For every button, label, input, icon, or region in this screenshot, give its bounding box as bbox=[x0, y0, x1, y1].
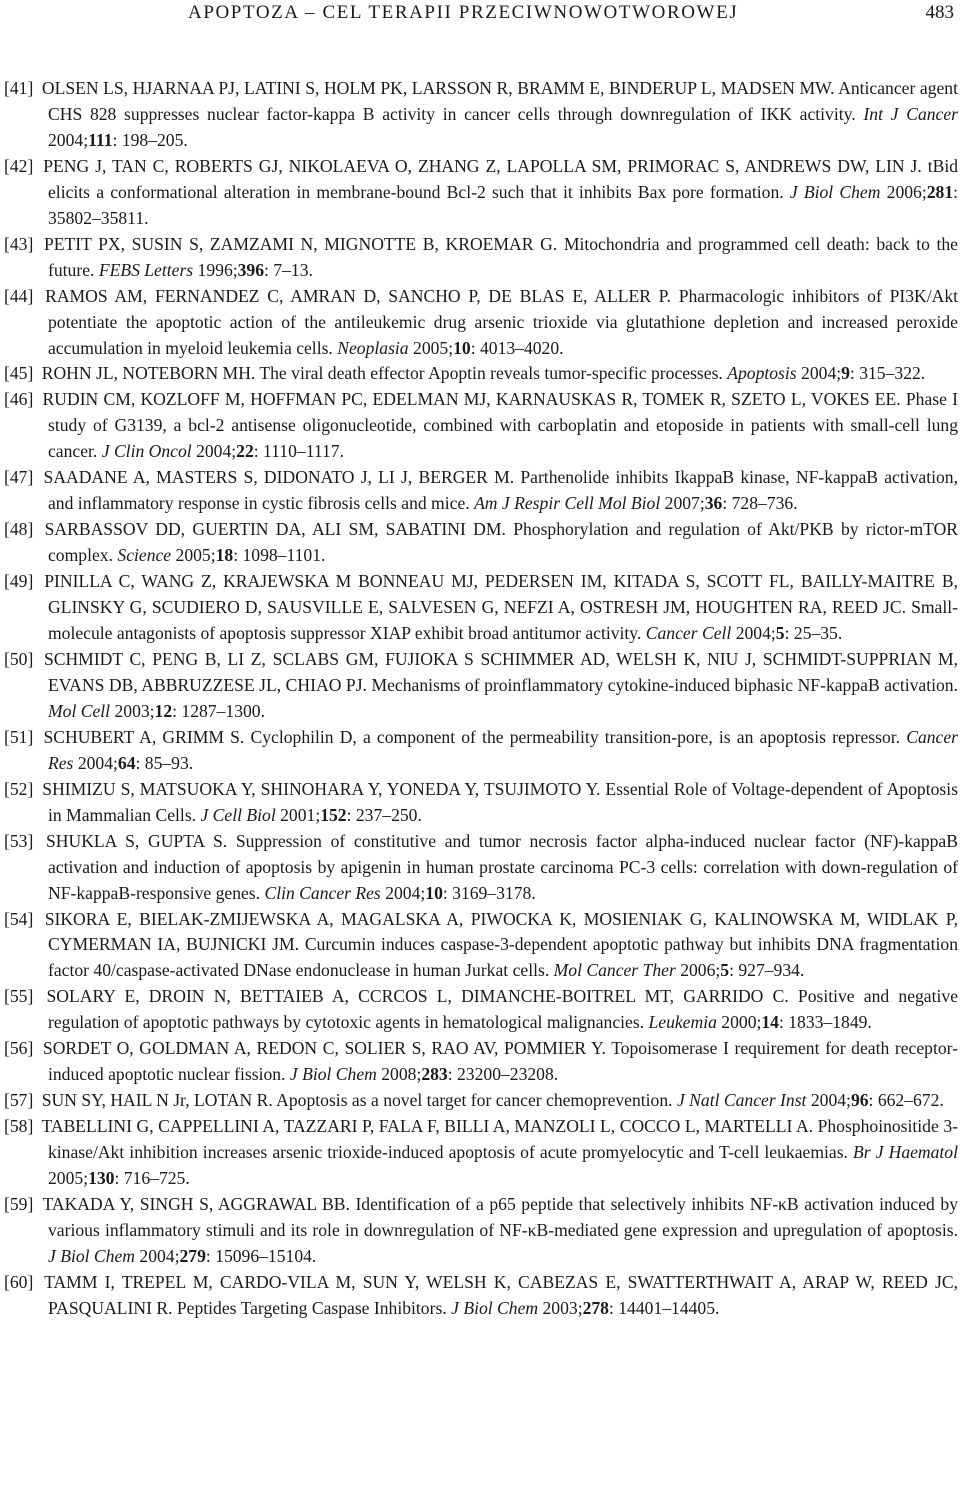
reference-item bbox=[4, 569, 958, 647]
reference-title: Essential Role of Voltage-dependent of Apoptosis in Mammalian Cells. bbox=[48, 778, 958, 825]
reference-authors: OLSEN LS, HJARNAA PJ, LATINI S, HOLM PK, LARSSON R, BRAMM E, BINDERUP L, MADSEN MW. bbox=[41, 78, 835, 98]
reference-pages: : 3169–3178. bbox=[442, 882, 536, 903]
reference-journal: FEBS Letters bbox=[98, 259, 194, 280]
reference-year: 2007; bbox=[664, 493, 705, 514]
reference-item bbox=[4, 517, 958, 569]
reference-item bbox=[4, 725, 958, 777]
reference-pages: : 315–322. bbox=[849, 363, 926, 384]
reference-title: Phase I study of G3139, a bcl-2 antisense oligonucleotide, combined with carboplatin and etoposide in patients with small-cell lung cancer. bbox=[48, 389, 959, 462]
reference-volume: 10 bbox=[453, 337, 471, 358]
reference-authors: TAKADA Y, SINGH S, AGGRAWAL BB. bbox=[42, 1193, 350, 1214]
reference-number: [47] bbox=[4, 467, 34, 488]
reference-year: 2006; bbox=[886, 181, 927, 202]
reference-journal: J Biol Chem bbox=[789, 181, 881, 202]
reference-title: Cyclophilin D, a component of the permeability transition-pore, is an apoptosis repressor. bbox=[250, 726, 901, 747]
reference-journal: Cancer Cell bbox=[645, 623, 732, 644]
reference-volume: 152 bbox=[320, 804, 347, 825]
reference-volume: 14 bbox=[761, 1012, 779, 1033]
reference-number: [60] bbox=[4, 1271, 34, 1292]
reference-volume: 279 bbox=[179, 1245, 206, 1266]
reference-item bbox=[4, 232, 958, 284]
reference-volume: 283 bbox=[421, 1064, 448, 1085]
reference-year: 2003; bbox=[542, 1297, 583, 1318]
reference-authors: PETIT PX, SUSIN S, ZAMZAMI N, MIGNOTTE B, KROEMAR G. bbox=[43, 233, 558, 254]
reference-year: 2004; bbox=[77, 752, 118, 773]
reference-item bbox=[4, 465, 958, 517]
reference-authors: SORDET O, GOLDMAN A, REDON C, SOLIER S, RAO AV, POMMIER Y. bbox=[42, 1038, 606, 1059]
reference-authors: TABELLINI G, CAPPELLINI A, TAZZARI P, FALA F, BILLI A, MANZOLI L, COCCO L, MARTELLI A. bbox=[41, 1116, 814, 1137]
reference-pages: : 662–672. bbox=[868, 1090, 944, 1111]
reference-title: Curcumin induces caspase-3-dependent apoptotic pathway but inhibits DNA fragmentation factor 40/caspase-activated DNase endonuclease in human Jurkat cells. bbox=[48, 934, 958, 981]
reference-volume: 22 bbox=[236, 441, 254, 462]
reference-item bbox=[4, 154, 958, 232]
reference-pages: : 14401–14405. bbox=[608, 1297, 720, 1318]
reference-volume: 130 bbox=[88, 1168, 115, 1189]
reference-pages: : 1833–1849. bbox=[778, 1012, 872, 1033]
reference-journal: J Natl Cancer Inst bbox=[676, 1090, 807, 1111]
reference-volume: 396 bbox=[237, 259, 265, 280]
reference-item bbox=[4, 984, 958, 1036]
reference-authors: SHUKLA S, GUPTA S. bbox=[46, 830, 228, 851]
reference-title: Mitochondria and programmed cell death: back to the future. bbox=[48, 233, 958, 280]
reference-year: 2005; bbox=[413, 337, 454, 358]
reference-number: [54] bbox=[4, 908, 34, 929]
reference-journal: Int J Cancer bbox=[863, 103, 959, 124]
reference-volume: 9 bbox=[841, 363, 850, 384]
reference-journal: J Cell Biol bbox=[200, 804, 276, 825]
reference-list bbox=[4, 76, 958, 1322]
reference-year: 2006; bbox=[680, 960, 721, 981]
reference-title: Suppression of constitutive and tumor necrosis factor alpha-induced nuclear factor (NF)-kappaB activation and induction of apoptosis by apigenin in human prostate carcinoma PC-3 cells: correlation with down-regulation of NF-kappaB-responsive genes. bbox=[48, 830, 958, 903]
reference-journal: Mol Cell bbox=[48, 700, 111, 721]
reference-authors: ROHN JL, NOTEBORN MH. bbox=[41, 363, 256, 384]
reference-journal: Leukemia bbox=[648, 1012, 717, 1033]
reference-journal: Cancer Res bbox=[48, 726, 959, 773]
reference-journal: J Clin Oncol bbox=[101, 441, 192, 462]
reference-volume: 10 bbox=[425, 882, 443, 903]
reference-item bbox=[4, 1114, 958, 1192]
reference-authors: RUDIN CM, KOZLOFF M, HOFFMAN PC, EDELMAN MJ, KARNAUSKAS R, TOMEK R, SZETO L, VOKES EE. bbox=[42, 389, 901, 410]
reference-authors: SARBASSOV DD, GUERTIN DA, ALI SM, SABATINI DM. bbox=[44, 519, 506, 540]
reference-authors: SAADANE A, MASTERS S, DIDONATO J, LI J, BERGER M. bbox=[43, 467, 515, 488]
reference-journal: Science bbox=[117, 545, 172, 566]
page-number: 483 bbox=[925, 2, 954, 23]
reference-authors: TAMM I, TREPEL M, CARDO-VILA M, SUN Y, WELSH K, CABEZAS E, SWATTERTHWAIT A, ARAP W, REED JC, PASQUALINI R. bbox=[44, 1271, 958, 1318]
reference-year: 2000; bbox=[721, 1012, 762, 1033]
reference-authors: RAMOS AM, FERNANDEZ C, AMRAN D, SANCHO P, DE BLAS E, ALLER P. bbox=[45, 285, 671, 306]
reference-item bbox=[4, 387, 958, 465]
reference-year: 2004; bbox=[48, 129, 89, 150]
reference-title: Mechanisms of proinflammatory cytokine-induced biphasic NF-kappaB activation. bbox=[371, 674, 958, 695]
reference-year: 2004; bbox=[735, 623, 776, 644]
reference-title: Peptides Targeting Caspase Inhibitors. bbox=[176, 1297, 447, 1318]
reference-journal: Br J Haematol bbox=[853, 1142, 958, 1163]
reference-authors: PINILLA C, WANG Z, KRAJEWSKA M BONNEAU MJ, PEDERSEN IM, KITADA S, SCOTT FL, BAILLY-MAITRE B, GLINSKY G, SCUDIERO D, SAUSVILLE E, SALVESEN G, NEFZI A, OSTRESH JM, HOUGHTEN RA, REED JC. bbox=[44, 571, 958, 618]
reference-title: Topoisomerase I requirement for death receptor-induced apoptotic nuclear fission. bbox=[48, 1038, 958, 1085]
reference-pages: : 25–35. bbox=[784, 623, 843, 644]
reference-item bbox=[4, 647, 958, 725]
reference-year: 2004; bbox=[139, 1245, 180, 1266]
reference-volume: 96 bbox=[850, 1090, 869, 1111]
reference-number: [59] bbox=[4, 1193, 34, 1214]
reference-item bbox=[4, 907, 958, 985]
reference-pages: : 4013–4020. bbox=[470, 337, 564, 358]
reference-year: 2004; bbox=[801, 363, 842, 384]
reference-year: 2008; bbox=[381, 1064, 422, 1085]
reference-title: Pharmacologic inhibitors of PI3K/Akt potentiate the apoptotic action of the antileukemic drug arsenic trioxide via glutathione depletion and increased peroxide accumulation in myeloid leukemia cells. bbox=[48, 285, 959, 358]
reference-volume: 278 bbox=[582, 1297, 609, 1318]
reference-title: Apoptosis as a novel target for cancer chemoprevention. bbox=[276, 1090, 673, 1111]
reference-pages: : 23200–23208. bbox=[447, 1064, 559, 1085]
reference-title: Identification of a p65 peptide that selectively inhibits NF-κB activation induced by various inflammatory stimuli and its role in downregulation of NF-κB-mediated gene expression and upregulation of apoptosis. bbox=[48, 1193, 958, 1240]
reference-authors: SOLARY E, DROIN N, BETTAIEB A, CCRCOS L, DIMANCHE-BOITREL MT, GARRIDO C. bbox=[46, 986, 789, 1007]
reference-number: [55] bbox=[4, 986, 34, 1007]
reference-journal: J Biol Chem bbox=[451, 1297, 539, 1318]
reference-journal: J Biol Chem bbox=[48, 1245, 135, 1266]
reference-title: Small-molecule antagonists of apoptosis suppressor XIAP exhibit broad antitumor activity. bbox=[48, 597, 958, 644]
reference-authors: SHIMIZU S, MATSUOKA Y, SHINOHARA Y, YONEDA Y, TSUJIMOTO Y. bbox=[42, 778, 601, 799]
reference-item bbox=[4, 777, 958, 829]
reference-volume: 12 bbox=[154, 700, 173, 721]
reference-number: [49] bbox=[4, 571, 34, 592]
reference-pages: : 15096–15104. bbox=[205, 1245, 317, 1266]
reference-number: [58] bbox=[4, 1116, 34, 1137]
reference-number: [43] bbox=[4, 233, 34, 254]
reference-journal: J Biol Chem bbox=[289, 1064, 377, 1085]
reference-item bbox=[4, 829, 958, 907]
reference-title: The viral death effector Apoptin reveals tumor-specific processes. bbox=[259, 363, 723, 384]
reference-authors: SUN SY, HAIL N Jr, LOTAN R. bbox=[41, 1090, 273, 1111]
reference-journal: Neoplasia bbox=[337, 337, 409, 358]
reference-year: 1996; bbox=[197, 259, 238, 280]
reference-volume: 281 bbox=[926, 181, 954, 202]
reference-pages: : 1287–1300. bbox=[172, 700, 265, 721]
reference-year: 2005; bbox=[48, 1168, 89, 1189]
reference-volume: 5 bbox=[775, 623, 785, 644]
reference-pages: : 1110–1117. bbox=[253, 441, 344, 462]
reference-number: [53] bbox=[4, 830, 34, 851]
reference-title: tBid elicits a conformational alteration in membrane-bound Bcl-2 such that it inhibits Bax pore formation. bbox=[48, 155, 959, 202]
reference-title: Phosphoinositide 3-kinase/Akt inhibition increases arsenic trioxide-induced apoptosis of acute promyelocytic and T-cell leukaemias. bbox=[48, 1116, 958, 1163]
reference-year: 2004; bbox=[810, 1090, 851, 1111]
reference-item bbox=[4, 1088, 958, 1114]
reference-item bbox=[4, 1192, 958, 1270]
reference-number: [56] bbox=[4, 1038, 34, 1059]
reference-year: 2003; bbox=[114, 700, 155, 721]
reference-title: Anticancer agent CHS 828 suppresses nuclear factor-kappa B activity in cancer cells through downregulation of IKK activity. bbox=[48, 78, 958, 124]
reference-journal: Clin Cancer Res bbox=[264, 882, 381, 903]
reference-title: Phosphorylation and regulation of Akt/PKB by rictor-mTOR complex. bbox=[48, 519, 959, 566]
reference-authors: PENG J, TAN C, ROBERTS GJ, NIKOLAEVA O, ZHANG Z, LAPOLLA SM, PRIMORAC S, ANDREWS DW, LIN J. bbox=[43, 155, 922, 176]
reference-journal: Am J Respir Cell Mol Biol bbox=[474, 493, 661, 514]
reference-pages: : 35802–35811. bbox=[48, 181, 958, 228]
reference-volume: 36 bbox=[704, 493, 723, 514]
reference-journal: Mol Cancer Ther bbox=[553, 960, 676, 981]
reference-pages: : 198–205. bbox=[112, 129, 188, 150]
reference-year: 2005; bbox=[175, 545, 216, 566]
reference-volume: 18 bbox=[215, 545, 234, 566]
reference-number: [57] bbox=[4, 1090, 34, 1111]
reference-pages: : 927–934. bbox=[729, 960, 805, 981]
reference-year: 2001; bbox=[280, 804, 321, 825]
reference-number: [41] bbox=[4, 78, 34, 98]
reference-number: [48] bbox=[4, 519, 34, 540]
reference-volume: 111 bbox=[88, 129, 113, 150]
running-title: APOPTOZA – CEL TERAPII PRZECIWNOWOTWOROWEJ bbox=[188, 2, 739, 23]
reference-number: [42] bbox=[4, 155, 34, 176]
reference-year: 2004; bbox=[196, 441, 237, 462]
reference-item bbox=[4, 1036, 958, 1088]
reference-item bbox=[4, 1270, 958, 1322]
reference-item bbox=[4, 361, 958, 387]
reference-pages: : 85–93. bbox=[135, 752, 194, 773]
reference-item bbox=[4, 76, 958, 154]
reference-title: Parthenolide inhibits IkappaB kinase, NF-kappaB activation, and inflammatory response in cystic fibrosis cells and mice. bbox=[48, 467, 958, 514]
reference-year: 2004; bbox=[385, 882, 426, 903]
reference-title: Positive and negative regulation of apoptotic pathways by cytotoxic agents in hematological malignancies. bbox=[48, 986, 958, 1033]
reference-number: [51] bbox=[4, 726, 34, 747]
reference-volume: 5 bbox=[720, 960, 730, 981]
reference-number: [46] bbox=[4, 389, 34, 410]
reference-volume: 64 bbox=[117, 752, 136, 773]
reference-pages: : 716–725. bbox=[114, 1168, 190, 1189]
reference-item bbox=[4, 284, 958, 362]
reference-pages: : 237–250. bbox=[346, 804, 422, 825]
reference-pages: : 1098–1101. bbox=[233, 545, 326, 566]
reference-authors: SCHUBERT A, GRIMM S. bbox=[43, 726, 245, 747]
reference-number: [50] bbox=[4, 648, 34, 669]
reference-number: [52] bbox=[4, 778, 34, 799]
reference-number: [45] bbox=[4, 363, 34, 384]
reference-authors: SIKORA E, BIELAK-ZMIJEWSKA A, MAGALSKA A, PIWOCKA K, MOSIENIAK G, KALINOWSKA M, WIDLAK P, CYMERMAN IA, BUJNICKI JM. bbox=[44, 908, 958, 955]
reference-authors: SCHMIDT C, PENG B, LI Z, SCLABS GM, FUJIOKA S SCHIMMER AD, WELSH K, NIU J, SCHMIDT-SUPPRIAN M, EVANS DB, ABBRUZZESE JL, CHIAO PJ. bbox=[43, 648, 959, 695]
reference-journal: Apoptosis bbox=[727, 363, 797, 384]
running-header bbox=[0, 0, 960, 30]
reference-number: [44] bbox=[4, 285, 34, 306]
reference-pages: : 728–736. bbox=[722, 493, 798, 514]
reference-pages: : 7–13. bbox=[264, 259, 313, 280]
